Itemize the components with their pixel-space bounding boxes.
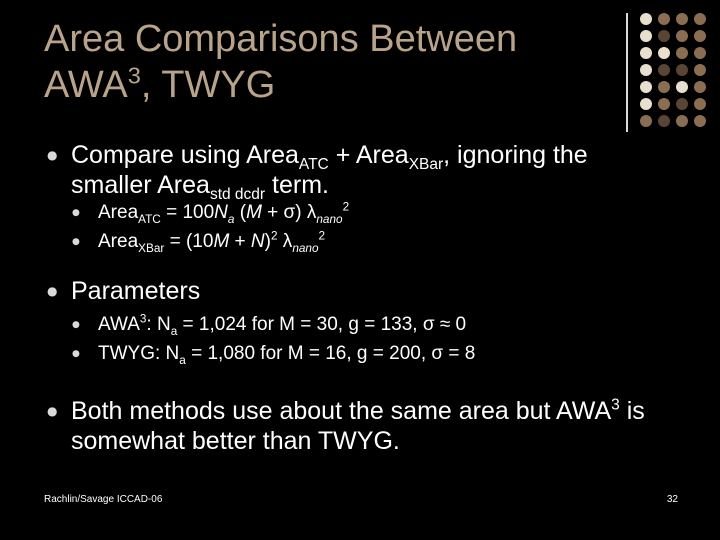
bullet-compare-line2-sub: std dcdr [209, 186, 266, 203]
decorative-dot [694, 30, 706, 42]
bullet-compare-text-1: Compare using Area [71, 141, 299, 169]
decorative-dot [694, 64, 706, 76]
formula-xbar-m: M [213, 231, 230, 252]
decorative-dot [676, 13, 688, 25]
page-number: 32 [666, 494, 678, 505]
bullet-parameters: Parameters [71, 277, 201, 305]
slide-title [44, 16, 604, 108]
sub-bullet-icon: ● [72, 237, 80, 247]
bullet-compare-sub-1: ATC [298, 156, 329, 173]
formula-area-xbar [98, 229, 658, 255]
param-awa3-sub: a [170, 324, 178, 338]
formula-atc-f: + σ) λ [261, 202, 317, 223]
bullet-conclusion [71, 396, 671, 456]
decorative-dot [676, 115, 688, 127]
formula-xbar-g: λ [277, 231, 293, 252]
decorative-dot [640, 47, 652, 59]
decorative-dot [676, 30, 688, 42]
title-line-2-a: AWA [44, 64, 128, 106]
decorative-dot [658, 47, 670, 59]
conclusion-line1-b: is [619, 397, 645, 425]
param-awa3-sup: 3 [139, 312, 147, 326]
bullet-compare-sub-2: XBar [408, 156, 444, 173]
formula-area-atc [98, 200, 658, 226]
bullet-compare-line2-b: term. [265, 171, 329, 199]
decorative-dot [658, 64, 670, 76]
decorative-dot [658, 98, 670, 110]
title-line-1: Area Comparisons Between [44, 18, 518, 60]
sub-bullet-icon: ● [72, 208, 80, 218]
decorative-dot [640, 115, 652, 127]
param-twyg [98, 341, 658, 367]
formula-atc-m: M [246, 202, 262, 223]
decorative-dot [676, 47, 688, 59]
formula-xbar-f-sup: 2 [270, 229, 278, 243]
param-twyg-a: TWYG: N [98, 343, 180, 364]
formula-xbar-f: ) [264, 231, 271, 252]
param-awa3-c: = 1,024 for M = 30, g = 133, σ ≈ 0 [177, 314, 467, 335]
title-line-2-b: , TWYG [140, 64, 276, 106]
formula-atc-n: N [214, 202, 228, 223]
formula-atc-nano: nano [316, 212, 343, 226]
formula-atc-n-sub: a [227, 212, 235, 226]
sub-bullet-icon: ● [72, 320, 80, 330]
bullet-compare-text-3: , ignoring the [443, 141, 588, 169]
bullet-icon: ● [47, 404, 58, 418]
decorative-dot [676, 64, 688, 76]
decorative-dot [694, 98, 706, 110]
bullet-compare-text-2: + Area [328, 141, 409, 169]
bullet-compare-line2-a: smaller Area [71, 171, 210, 199]
param-twyg-b: = 1,080 for M = 16, g = 200, σ = 8 [185, 343, 476, 364]
decorative-dot [658, 81, 670, 93]
decorative-dot [658, 30, 670, 42]
formula-xbar-a: Area [98, 231, 139, 252]
formula-atc-a-sub: ATC [138, 212, 161, 226]
decorative-dot [694, 81, 706, 93]
decorative-dot [694, 47, 706, 59]
formula-xbar-d: + [229, 231, 251, 252]
decorative-dot [640, 98, 652, 110]
formula-xbar-squared: 2 [318, 229, 326, 243]
conclusion-line1-a: Both methods use about the same area but AWA [71, 397, 612, 425]
param-awa3 [98, 312, 658, 338]
formula-atc-squared: 2 [342, 200, 350, 214]
decorative-dot-grid [640, 13, 706, 127]
formula-atc-a: Area [98, 202, 139, 223]
sub-bullet-icon: ● [72, 349, 80, 359]
decorative-dot [640, 30, 652, 42]
decorative-dot [640, 81, 652, 93]
conclusion-line2: somewhat better than TWYG. [71, 427, 400, 455]
decorative-dot [676, 81, 688, 93]
formula-xbar-b: = (10 [164, 231, 214, 252]
formula-xbar-nano: nano [292, 241, 319, 255]
formula-xbar-n: N [250, 231, 265, 252]
decorative-dot [694, 115, 706, 127]
conclusion-sup: 3 [611, 396, 620, 414]
bullet-icon: ● [47, 284, 58, 298]
decorative-dot [658, 115, 670, 127]
formula-xbar-a-sub: XBar [138, 241, 165, 255]
bullet-compare [71, 140, 671, 203]
param-awa3-b: : N [146, 314, 171, 335]
param-twyg-sub: a [179, 353, 186, 367]
decorative-dot [694, 13, 706, 25]
formula-atc-d: ( [234, 202, 247, 223]
decorative-dot [658, 13, 670, 25]
bullet-icon: ● [47, 148, 58, 162]
title-superscript: 3 [127, 62, 141, 89]
formula-atc-b: = 100 [160, 202, 215, 223]
param-awa3-a: AWA [98, 314, 140, 335]
decorative-dot [676, 98, 688, 110]
decorative-divider [626, 13, 628, 132]
decorative-dot [640, 64, 652, 76]
decorative-dot [640, 13, 652, 25]
footer-label: Rachlin/Savage ICCAD-06 [44, 494, 163, 505]
